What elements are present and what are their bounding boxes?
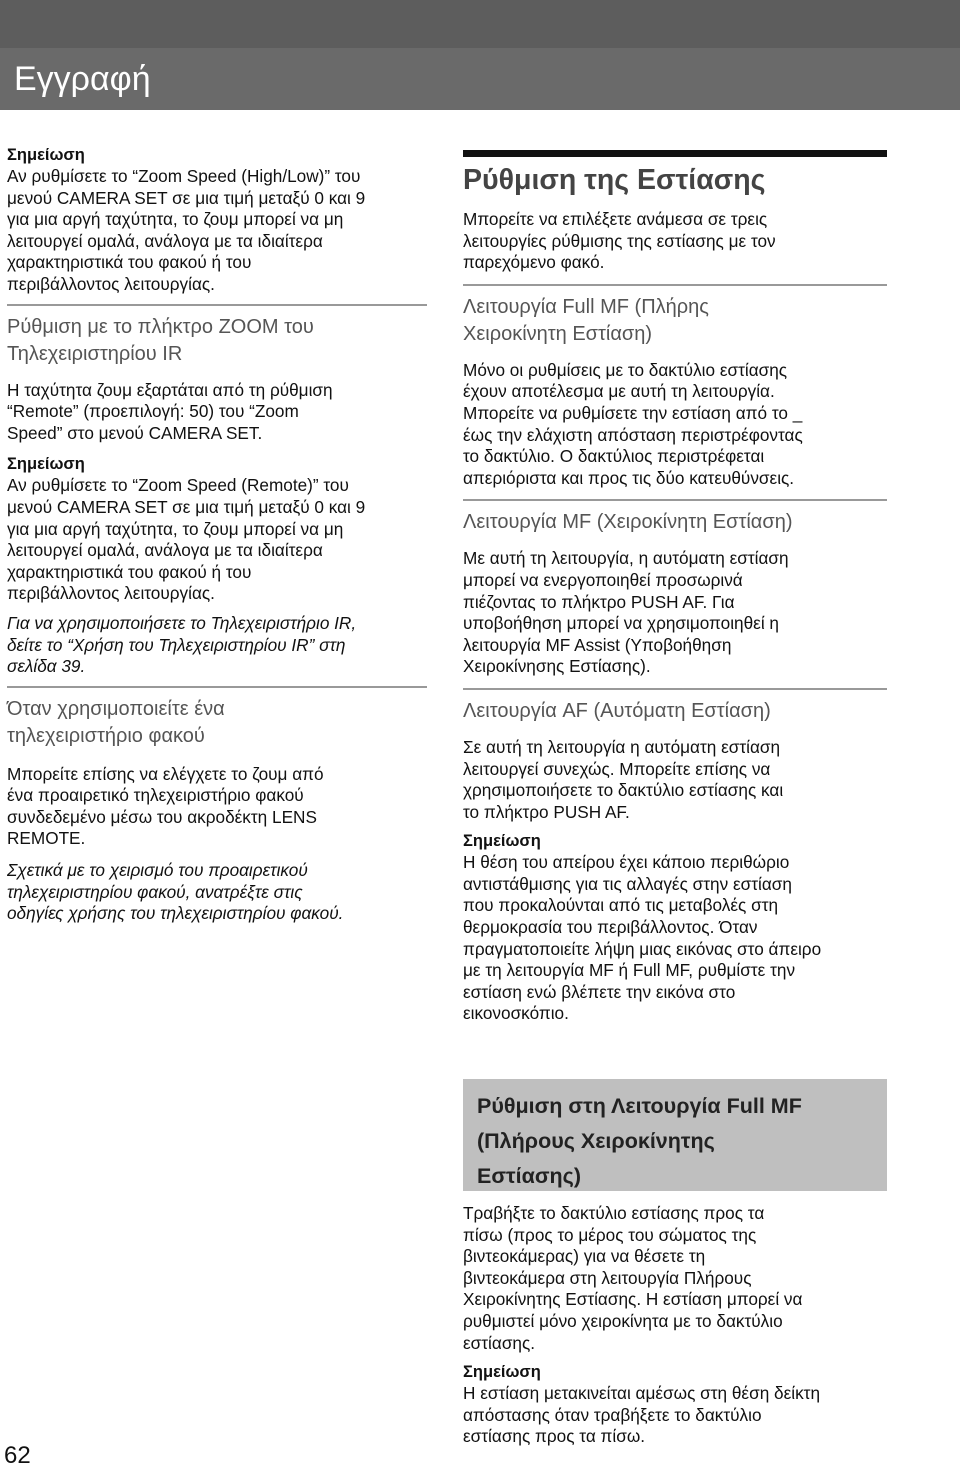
heading-line: (Πλήρους Χειροκίνητης xyxy=(477,1129,715,1153)
body-line: το δακτύλιο. Ο δακτύλιος περιστρέφεται xyxy=(463,446,765,467)
body-line: βιντεοκάμερας) για να θέσετε τη xyxy=(463,1246,706,1267)
body-line: πίσω (προς το μέρος του σώματος της xyxy=(463,1224,757,1245)
heading-line: Λειτουργία AF (Αυτόματη Εστίαση) xyxy=(463,699,771,722)
cross-reference xyxy=(7,860,427,925)
heading-line: Όταν χρησιμοποιείτε ένα xyxy=(7,697,225,720)
left-column xyxy=(7,145,427,925)
note-line: θερμοκρασία του περιβάλλοντος. Όταν xyxy=(463,917,758,938)
section-body xyxy=(7,380,427,445)
note-line: Η εστίαση μετακινείται αμέσως στη θέση δείκτη xyxy=(463,1383,821,1404)
section-heading xyxy=(463,501,887,536)
section-ir-remote xyxy=(7,306,427,678)
reference-line: Σχετικά με το χειρισμό του προαιρετικού xyxy=(7,860,308,881)
body-line: χρησιμοποιήσετε το δακτύλιο εστίασης και xyxy=(463,780,784,801)
main-heading-rule xyxy=(463,150,887,157)
body-line: το πλήκτρο PUSH AF. xyxy=(463,801,630,822)
heading-line: Τηλεχειριστηρίου IR xyxy=(7,342,183,365)
body-line: έως την ελάχιστη απόσταση περιστρέφοντας xyxy=(463,424,803,445)
note-line: λειτουργεί ομαλά, ανάλογα με τα ιδιαίτερα xyxy=(7,540,323,561)
body-line: ρυθμιστεί μόνο χειροκίνητα με το δακτύλιο xyxy=(463,1310,783,1331)
section-lens-remote xyxy=(7,688,427,925)
body-line: πιέζοντας το πλήκτρο PUSH AF. Για xyxy=(463,591,735,612)
heading-line: Λειτουργία Full MF (Πλήρης xyxy=(463,295,709,318)
body-line: Χειροκίνητης Εστίασης. Η εστίαση μπορεί να xyxy=(463,1289,803,1310)
header-strip xyxy=(0,0,960,48)
box-heading xyxy=(477,1089,877,1194)
body-line: έχουν αποτέλεσμα με αυτή τη λειτουργία. xyxy=(463,381,775,402)
cross-reference xyxy=(7,613,427,678)
main-heading: Ρύθμιση της Εστίασης xyxy=(463,164,766,196)
note-line: για μια αργή ταχύτητα, το ζουμ μπορεί να μη xyxy=(7,518,344,539)
section-body xyxy=(463,737,887,823)
body-line: λειτουργεί συνεχώς. Μπορείτε επίσης να xyxy=(463,758,771,779)
note-line: πραγματοποιείτε λήψη μιας εικόνας στο άπειρο xyxy=(463,938,822,959)
heading-line: τηλεχειριστήριο φακού xyxy=(7,724,205,747)
body-line: λειτουργία MF Assist (Υποβοήθηση xyxy=(463,634,732,655)
note-focus-jump xyxy=(463,1362,887,1448)
body-line: “Remote” (προεπιλογή: 50) του “Zoom xyxy=(7,401,299,422)
reference-line: σελίδα 39. xyxy=(7,656,86,677)
section-mf xyxy=(463,501,887,678)
body-line: Χειροκίνησης Εστίασης). xyxy=(463,656,651,677)
note-line: εικονοσκόπιο. xyxy=(463,1003,569,1024)
full-mf-setting-box xyxy=(463,1079,887,1191)
section-body xyxy=(7,764,427,850)
body-line: Τραβήξτε το δακτύλιο εστίασης προς τα xyxy=(463,1203,765,1223)
body-line: Με αυτή τη λειτουργία, η αυτόματη εστίαση xyxy=(463,548,789,569)
note-label: Σημείωση xyxy=(7,146,85,164)
body-line: παρεχόμενο φακό. xyxy=(463,252,605,273)
note-line: μενού CAMERA SET σε μια τιμή μεταξύ 0 και 9 xyxy=(7,187,366,208)
section-heading xyxy=(463,690,887,725)
note-line: που προκαλούνται από τις μεταβολές στη xyxy=(463,895,779,916)
note-infinity xyxy=(463,831,887,1025)
reference-line: Για να χρησιμοποιήσετε το Τηλεχειριστήριο IR, xyxy=(7,612,357,633)
note-line: μενού CAMERA SET σε μια τιμή μεταξύ 0 και 9 xyxy=(7,496,366,517)
body-line: εστίασης. xyxy=(463,1332,536,1353)
section-full-mf xyxy=(463,286,887,490)
reference-line: τηλεχειριστηρίου φακού, ανατρέξτε στις xyxy=(7,881,303,902)
note-line: με τη λειτουργία MF ή Full MF, ρυθμίστε την xyxy=(463,960,796,981)
reference-line: δείτε το “Χρήση του Τηλεχειριστηρίου IR” στη xyxy=(7,634,346,655)
note-line: εστίαση ενώ βλέπετε την εικόνα στο xyxy=(463,981,736,1002)
section-body xyxy=(463,548,887,678)
body-line: λειτουργίες ρύθμισης της εστίασης με τον xyxy=(463,230,776,251)
full-mf-setting-body xyxy=(463,1203,887,1448)
reference-line: οδηγίες χρήσης του τηλεχειριστηρίου φακού. xyxy=(7,903,344,924)
note-line: Αν ρυθμίσετε το “Zoom Speed (High/Low)” του xyxy=(7,166,361,186)
note-line: απόστασης όταν τραβήξετε το δακτύλιο xyxy=(463,1404,762,1425)
body-line: REMOTE. xyxy=(7,828,86,849)
note-label: Σημείωση xyxy=(463,832,541,851)
note-line: χαρακτηριστικά του φακού ή του xyxy=(7,561,252,582)
body-line: βιντεοκάμερα στη λειτουργία Πλήρους xyxy=(463,1267,752,1288)
note-line: περιβάλλοντος λειτουργίας. xyxy=(7,583,215,604)
note-line: αντιστάθμισης για τις αλλαγές στην εστίαση xyxy=(463,873,792,894)
section-heading xyxy=(7,306,427,368)
body-line: ένα προαιρετικό τηλεχειριστήριο φακού xyxy=(7,785,304,806)
note-line: Η θέση του απείρου έχει κάποιο περιθώριο xyxy=(463,852,790,873)
body-line: Μόνο οι ρυθμίσεις με το δακτύλιο εστίασης xyxy=(463,359,788,380)
note-line: περιβάλλοντος λειτουργίας. xyxy=(7,273,215,294)
section-body xyxy=(463,360,887,490)
note-zoom-speed xyxy=(7,145,427,296)
body-line: Μπορείτε επίσης να ελέγχετε το ζουμ από xyxy=(7,763,324,784)
note-line: χαρακτηριστικά του φακού ή του xyxy=(7,252,252,273)
body-line: Η ταχύτητα ζουμ εξαρτάται από τη ρύθμιση xyxy=(7,379,333,400)
section-af xyxy=(463,690,887,1025)
section-heading xyxy=(463,286,887,348)
note-label: Σημείωση xyxy=(463,1363,541,1382)
heading-line: Ρύθμιση με το πλήκτρο ZOOM του xyxy=(7,315,314,338)
note-line: εστίασης προς τα πίσω. xyxy=(463,1426,646,1447)
body-line: συνδεδεμένο μέσω του ακροδέκτη LENS xyxy=(7,806,317,827)
heading-line: Εστίασης) xyxy=(477,1164,582,1188)
right-column xyxy=(463,150,887,1025)
body-line: υποβοήθηση μπορεί να χρησιμοποιηθεί η xyxy=(463,613,779,634)
intro-text xyxy=(463,209,887,274)
body-line: Μπορείτε να ρυθμίσετε την εστίαση από το _ xyxy=(463,402,803,423)
body-line: Μπορείτε να επιλέξετε ανάμεσα σε τρεις xyxy=(463,209,768,229)
header-band xyxy=(0,0,960,110)
note-line: Αν ρυθμίσετε το “Zoom Speed (Remote)” του xyxy=(7,475,349,496)
heading-line: Λειτουργία MF (Χειροκίνητη Εστίαση) xyxy=(463,511,793,534)
note-line: για μια αργή ταχύτητα, το ζουμ μπορεί να μη xyxy=(7,209,344,230)
body-line: απεριόριστα και προς τις δύο κατευθύνσεις. xyxy=(463,467,795,488)
section-heading xyxy=(7,688,427,750)
note-label: Σημείωση xyxy=(7,455,85,474)
note-line: λειτουργεί ομαλά, ανάλογα με τα ιδιαίτερα xyxy=(7,230,323,251)
page-number: 62 xyxy=(4,1442,31,1469)
heading-line: Χειροκίνητη Εστίαση) xyxy=(463,322,653,345)
heading-line: Ρύθμιση στη Λειτουργία Full MF xyxy=(477,1094,802,1118)
body-line: Σε αυτή τη λειτουργία η αυτόματη εστίαση xyxy=(463,736,781,757)
body-line: μπορεί να ενεργοποιηθεί προσωρινά xyxy=(463,569,743,590)
body-line: Speed” στο μενού CAMERA SET. xyxy=(7,422,263,443)
page-title: Εγγραφή xyxy=(14,60,151,98)
note-remote xyxy=(7,454,427,605)
